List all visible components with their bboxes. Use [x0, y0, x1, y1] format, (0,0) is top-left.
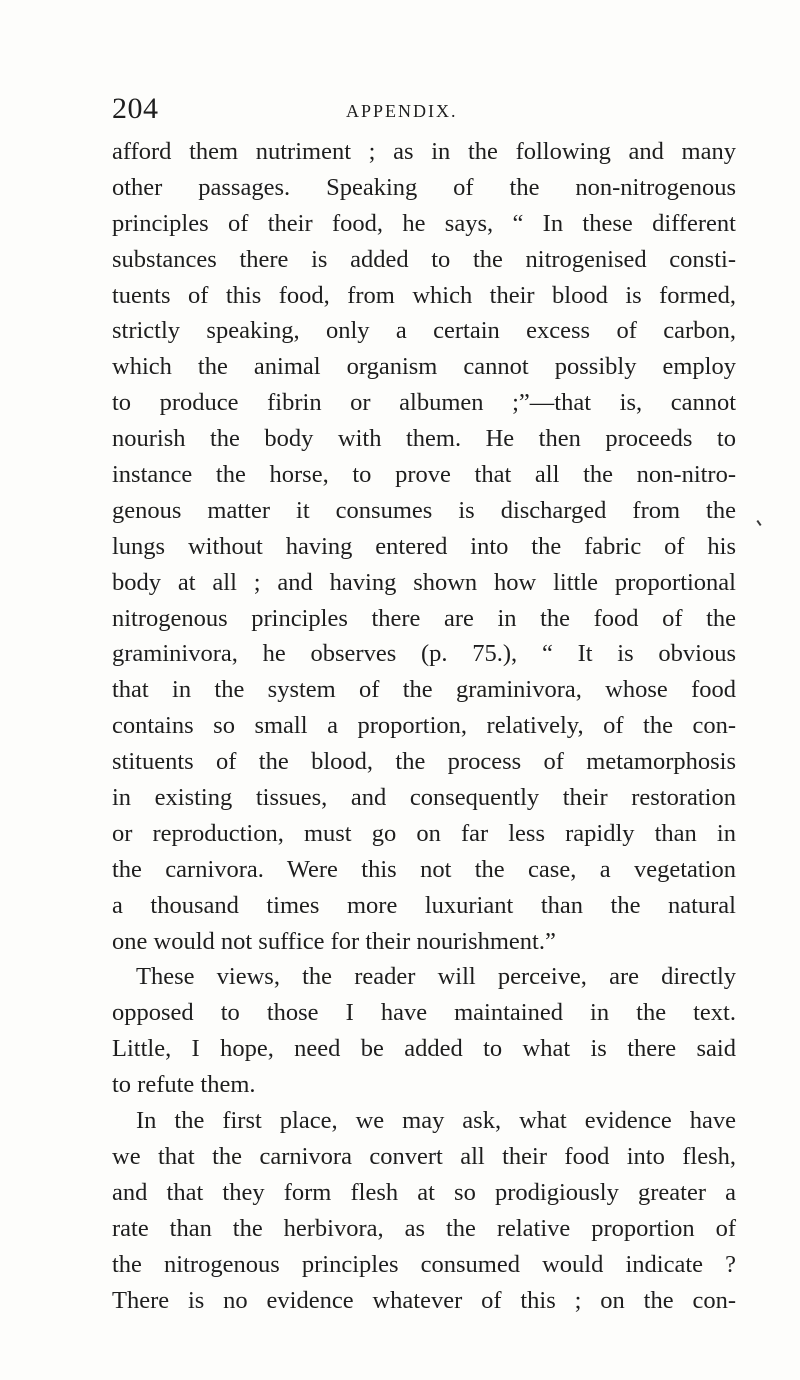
text-line: principles of their food, he says, “ In these different — [112, 209, 736, 237]
text-line: which the animal organism cannot possibly employ — [112, 353, 736, 381]
text-line: There is no evidence whatever of this ; on the con- — [112, 1286, 736, 1314]
running-head — [112, 92, 732, 126]
text-line: stituents of the blood, the process of metamorphosis — [112, 748, 736, 776]
text-line: in existing tissues, and consequently their restoration — [112, 784, 736, 812]
text-line: to refute them. — [112, 1071, 256, 1099]
text-line: These views, the reader will perceive, are directly — [136, 963, 736, 991]
text-line: rate than the herbivora, as the relative proportion of — [112, 1214, 736, 1242]
text-line: and that they form flesh at so prodigiously greater a — [112, 1178, 736, 1206]
text-line: lungs without having entered into the fabric of his — [112, 532, 736, 560]
text-line: we that the carnivora convert all their food into flesh, — [112, 1142, 736, 1170]
text-line: or reproduction, must go on far less rapidly than in — [112, 819, 736, 847]
text-line: the nitrogenous principles consumed would indicate ? — [112, 1250, 736, 1278]
text-line: opposed to those I have maintained in the text. — [112, 999, 736, 1027]
body-text — [112, 134, 736, 1318]
text-line: genous matter it consumes is discharged from the — [112, 496, 736, 524]
text-line: other passages. Speaking of the non-nitrogenous — [112, 173, 736, 201]
text-line: a thousand times more luxuriant than the natural — [112, 891, 736, 919]
text-line: afford them nutriment ; as in the following and many — [112, 138, 736, 165]
text-line: contains so small a proportion, relatively, of the con- — [112, 712, 736, 740]
text-line: tuents of this food, from which their blood is formed, — [112, 281, 736, 309]
text-line: the carnivora. Were this not the case, a vegetation — [112, 855, 736, 883]
text-line: body at all ; and having shown how little proportional — [112, 568, 736, 596]
text-line: Little, I hope, need be added to what is there said — [112, 1035, 736, 1063]
running-title: APPENDIX. — [346, 101, 458, 121]
text-line: nitrogenous principles there are in the food of the — [112, 604, 736, 632]
text-line: that in the system of the graminivora, whose food — [112, 676, 736, 704]
text-line: In the first place, we may ask, what evidence have — [136, 1107, 736, 1135]
text-line: nourish the body with them. He then proceeds to — [112, 425, 736, 453]
print-fleck — [756, 520, 761, 526]
text-line: strictly speaking, only a certain excess of carbon, — [112, 317, 736, 345]
text-line: instance the horse, to prove that all the non-nitro- — [112, 461, 736, 489]
text-line: to produce fibrin or albumen ;”—that is, cannot — [112, 389, 736, 417]
text-line: one would not suffice for their nourishment.” — [112, 927, 556, 955]
page-number: 204 — [112, 92, 159, 125]
text-line: substances there is added to the nitrogenised consti- — [112, 245, 736, 273]
text-line: graminivora, he observes (p. 75.), “ It is obvious — [112, 640, 736, 668]
